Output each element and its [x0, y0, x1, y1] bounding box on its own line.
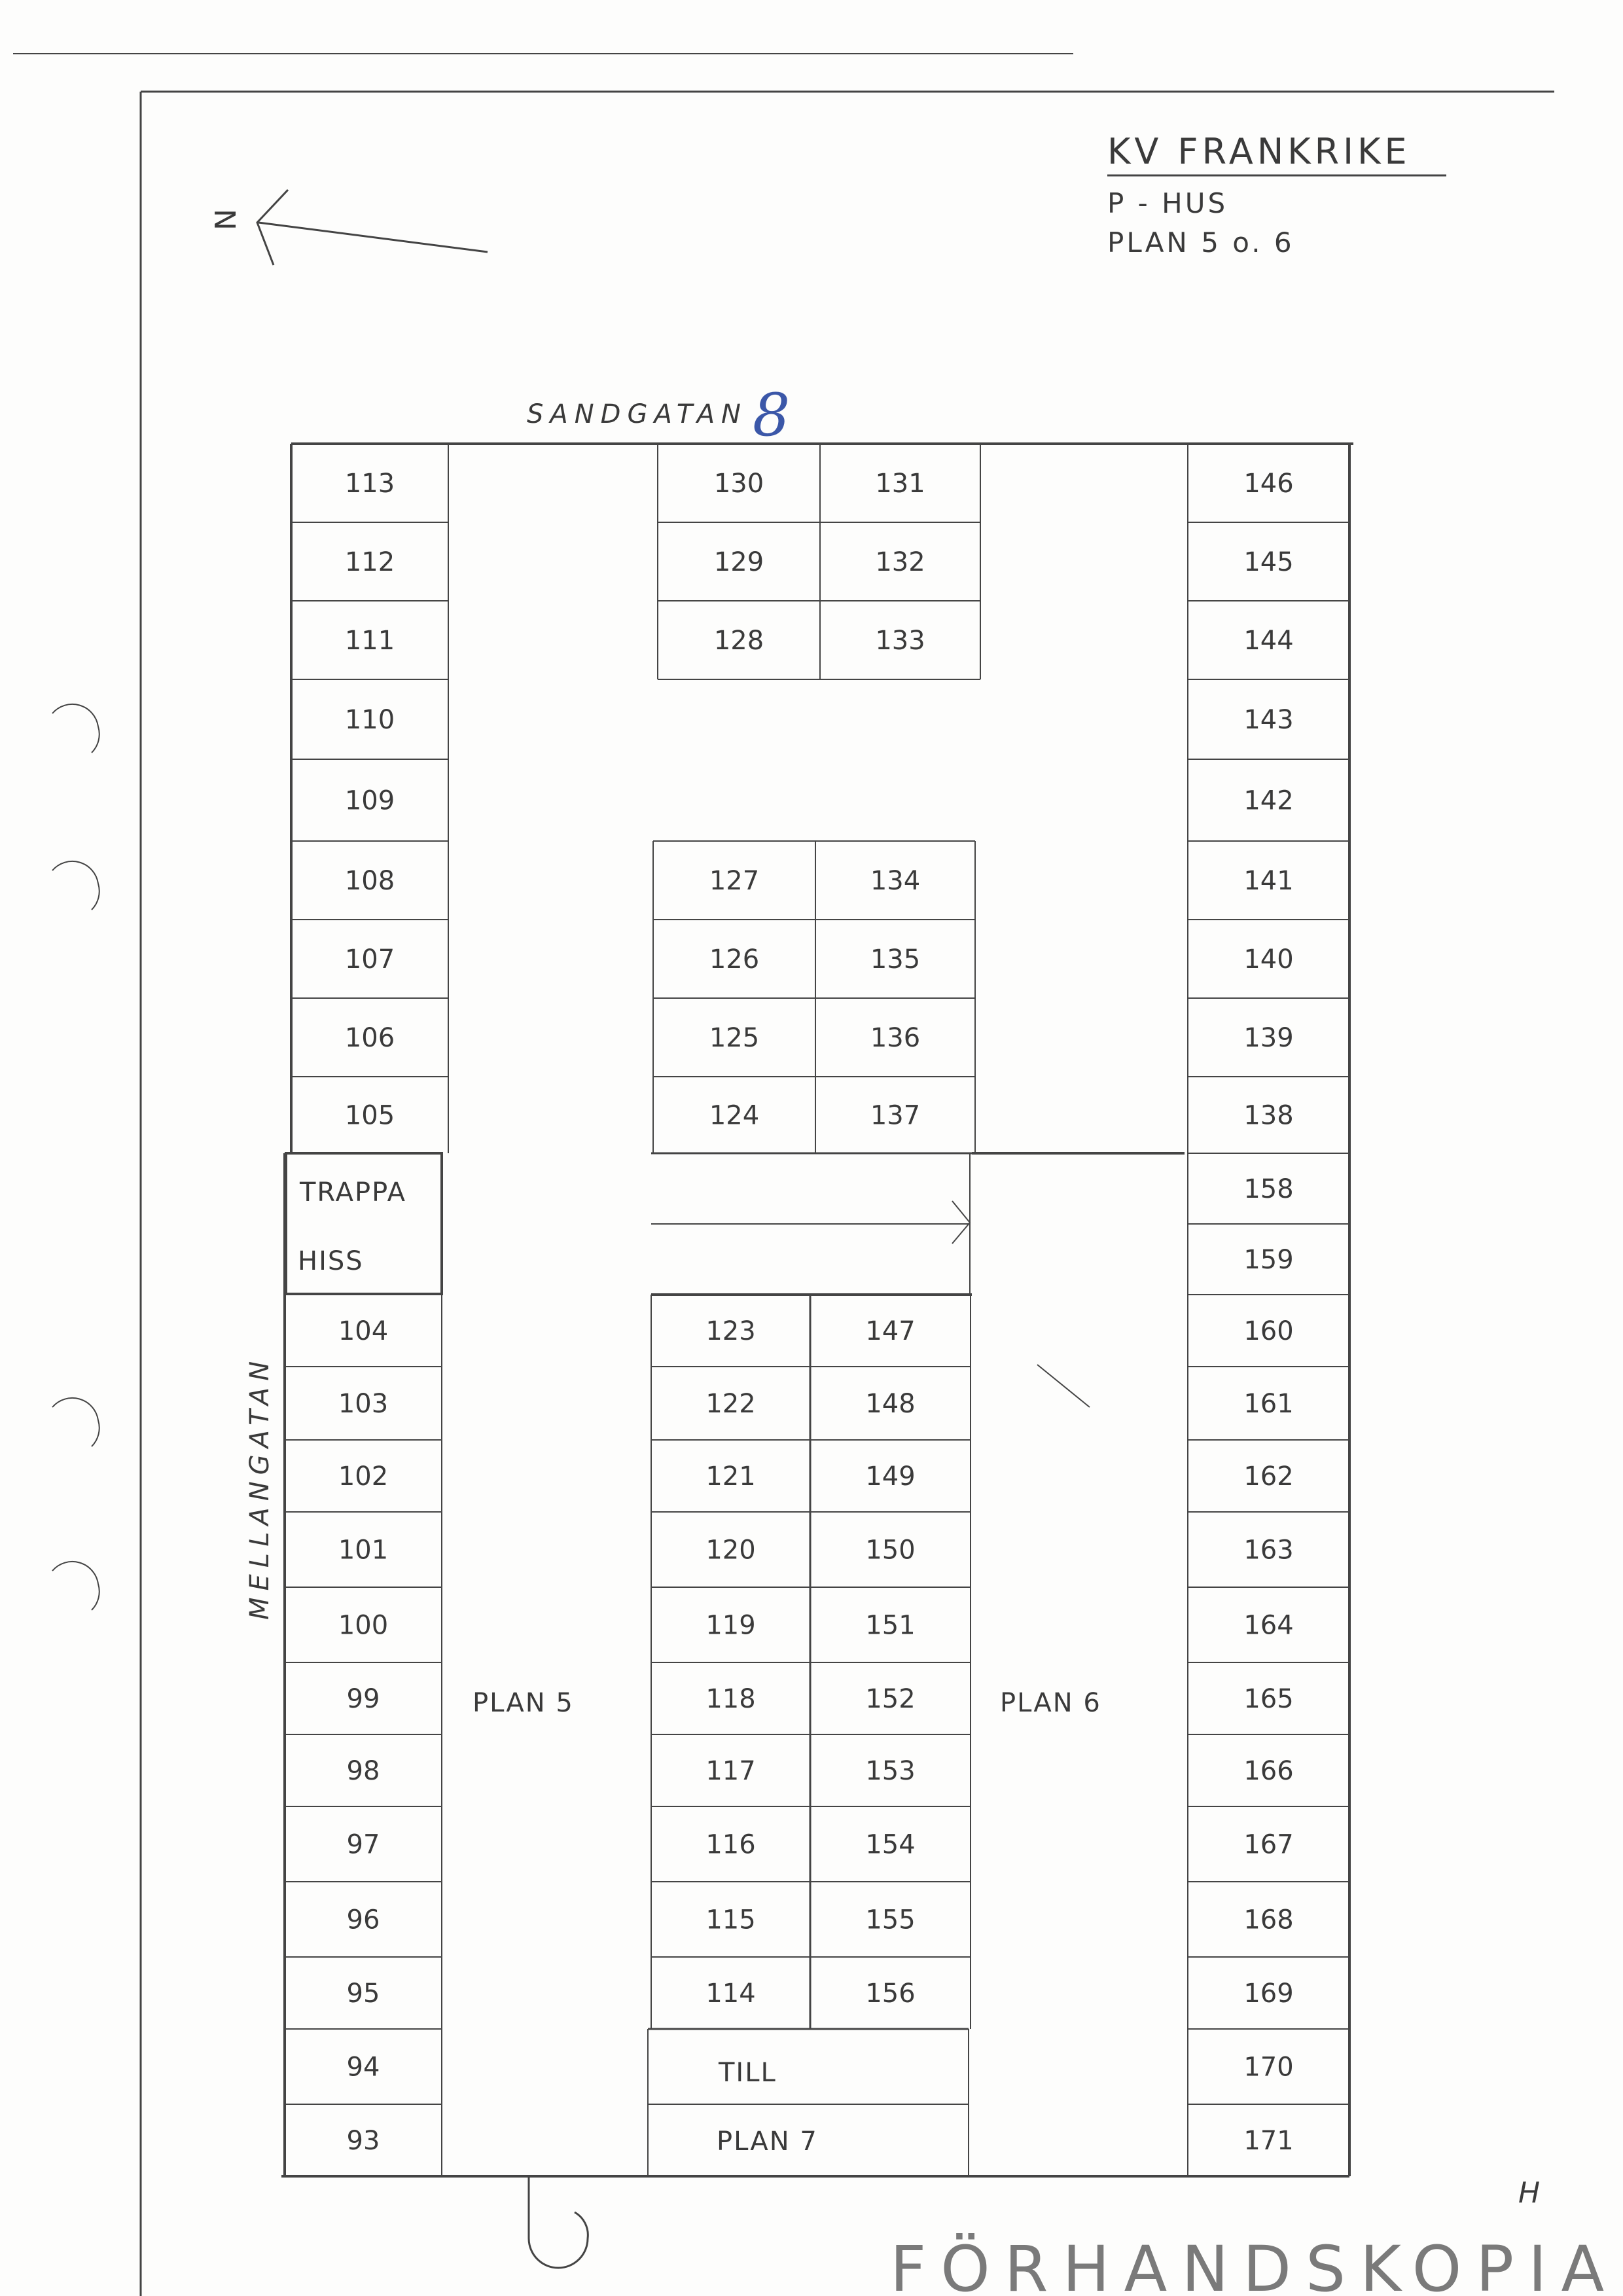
- space-number: 111: [344, 626, 395, 656]
- space-number: 147: [865, 1316, 916, 1346]
- plan7-label: PLAN 7: [717, 2126, 818, 2157]
- space-number: 138: [1243, 1100, 1294, 1131]
- east-column: [1188, 444, 1349, 2176]
- ramp-area: [651, 1153, 1185, 1407]
- west-column-lower: [285, 1295, 442, 2176]
- space-number: 123: [705, 1316, 756, 1346]
- street-west: MELLANGATAN: [245, 1354, 275, 1620]
- space-number: 153: [865, 1756, 916, 1786]
- space-number: 105: [344, 1100, 395, 1131]
- space-number: 115: [705, 1905, 756, 1935]
- initials-text: H: [1518, 2176, 1541, 2210]
- space-number: 113: [344, 469, 395, 499]
- space-number: 137: [870, 1100, 921, 1131]
- stamp-text: FÖRHANDSKOPIA: [890, 2233, 1619, 2296]
- space-number: 128: [713, 626, 764, 656]
- street-north: SANDGATAN: [527, 399, 747, 429]
- space-number: 167: [1243, 1829, 1294, 1860]
- sheet-tab: [529, 2176, 588, 2268]
- space-number: 126: [709, 944, 760, 975]
- space-number: 168: [1243, 1905, 1294, 1935]
- space-number: 151: [865, 1610, 916, 1641]
- space-number: 133: [875, 626, 925, 656]
- space-number: 155: [865, 1905, 916, 1935]
- space-number: 122: [705, 1389, 756, 1419]
- space-number: 163: [1243, 1535, 1294, 1566]
- space-number: 159: [1243, 1245, 1294, 1275]
- space-number: 144: [1243, 626, 1294, 656]
- space-number: 154: [865, 1829, 916, 1860]
- space-number: 110: [344, 705, 395, 735]
- space-number: 152: [865, 1684, 916, 1714]
- space-number: 162: [1243, 1462, 1294, 1492]
- space-number: 116: [705, 1829, 756, 1860]
- space-number: 96: [346, 1905, 380, 1935]
- space-number: 121: [705, 1462, 756, 1492]
- space-number: 98: [346, 1756, 380, 1786]
- space-number: 139: [1243, 1023, 1294, 1053]
- space-number: 164: [1243, 1610, 1294, 1641]
- space-number: 103: [338, 1389, 389, 1419]
- central-block-lower: [651, 1295, 971, 2029]
- space-number: 95: [346, 1979, 380, 2009]
- central-block-top: [658, 444, 980, 679]
- till-label: TILL: [719, 2058, 777, 2088]
- space-number: 93: [346, 2126, 380, 2156]
- space-number: 118: [705, 1684, 756, 1714]
- subtitle-text: P - HUS: [1107, 187, 1228, 219]
- space-number: 136: [870, 1023, 921, 1053]
- space-number: 102: [338, 1462, 389, 1492]
- trappa-label: TRAPPA: [300, 1177, 407, 1208]
- plan5-label: PLAN 5: [473, 1688, 574, 1718]
- space-number: 108: [344, 866, 395, 896]
- title-text: KV FRANKRIKE: [1107, 131, 1411, 172]
- space-number: 160: [1243, 1316, 1294, 1346]
- space-number: 127: [709, 866, 760, 896]
- ramp-direction-mark: [1037, 1365, 1090, 1407]
- space-number: 129: [713, 547, 764, 577]
- stair-lift-block: [286, 1153, 442, 1294]
- space-number: 109: [344, 785, 395, 816]
- space-number: 156: [865, 1979, 916, 2009]
- hiss-label: HISS: [298, 1246, 364, 1276]
- space-number: 114: [705, 1979, 756, 2009]
- space-number: 142: [1243, 785, 1294, 816]
- space-number: 134: [870, 866, 921, 896]
- space-number: 141: [1243, 866, 1294, 896]
- handwritten-mark: 8: [753, 381, 791, 450]
- space-number: 125: [709, 1023, 760, 1053]
- space-number: 150: [865, 1535, 916, 1566]
- space-number: 101: [338, 1535, 389, 1566]
- binder-holes: [52, 704, 99, 1610]
- space-number: 112: [344, 547, 395, 577]
- west-column-upper: [291, 444, 448, 1153]
- space-number: 106: [344, 1023, 395, 1053]
- space-number: 99: [346, 1684, 380, 1714]
- space-number: 146: [1243, 469, 1294, 499]
- space-number: 166: [1243, 1756, 1294, 1786]
- space-number: 165: [1243, 1684, 1294, 1714]
- space-number: 149: [865, 1462, 916, 1492]
- space-number: 94: [346, 2052, 380, 2083]
- space-number: 124: [709, 1100, 760, 1131]
- plan-text: PLAN 5 o. 6: [1107, 226, 1294, 259]
- space-number: 158: [1243, 1174, 1294, 1204]
- space-number: 170: [1243, 2052, 1294, 2083]
- space-number: 100: [338, 1610, 389, 1641]
- space-number: 132: [875, 547, 925, 577]
- north-arrow-icon: [209, 190, 488, 265]
- space-number: 145: [1243, 547, 1294, 577]
- space-number: 131: [875, 469, 925, 499]
- space-number: 171: [1243, 2126, 1294, 2156]
- space-number: 148: [865, 1389, 916, 1419]
- space-number: 143: [1243, 705, 1294, 735]
- space-number: 117: [705, 1756, 756, 1786]
- ramp-arrow-icon: [952, 1201, 970, 1244]
- space-number: 130: [713, 469, 764, 499]
- space-number: 161: [1243, 1389, 1294, 1419]
- space-number: 104: [338, 1316, 389, 1346]
- space-number: 140: [1243, 944, 1294, 975]
- space-number: 169: [1243, 1979, 1294, 2009]
- space-number: 119: [705, 1610, 756, 1641]
- ramp-to-plan7: [648, 2029, 969, 2176]
- space-number: 120: [705, 1535, 756, 1566]
- space-number: 107: [344, 944, 395, 975]
- plan6-label: PLAN 6: [1000, 1688, 1101, 1718]
- north-label: N: [209, 209, 243, 230]
- central-block-middle: [653, 841, 975, 1153]
- space-number: 97: [346, 1829, 380, 1860]
- space-number: 135: [870, 944, 921, 975]
